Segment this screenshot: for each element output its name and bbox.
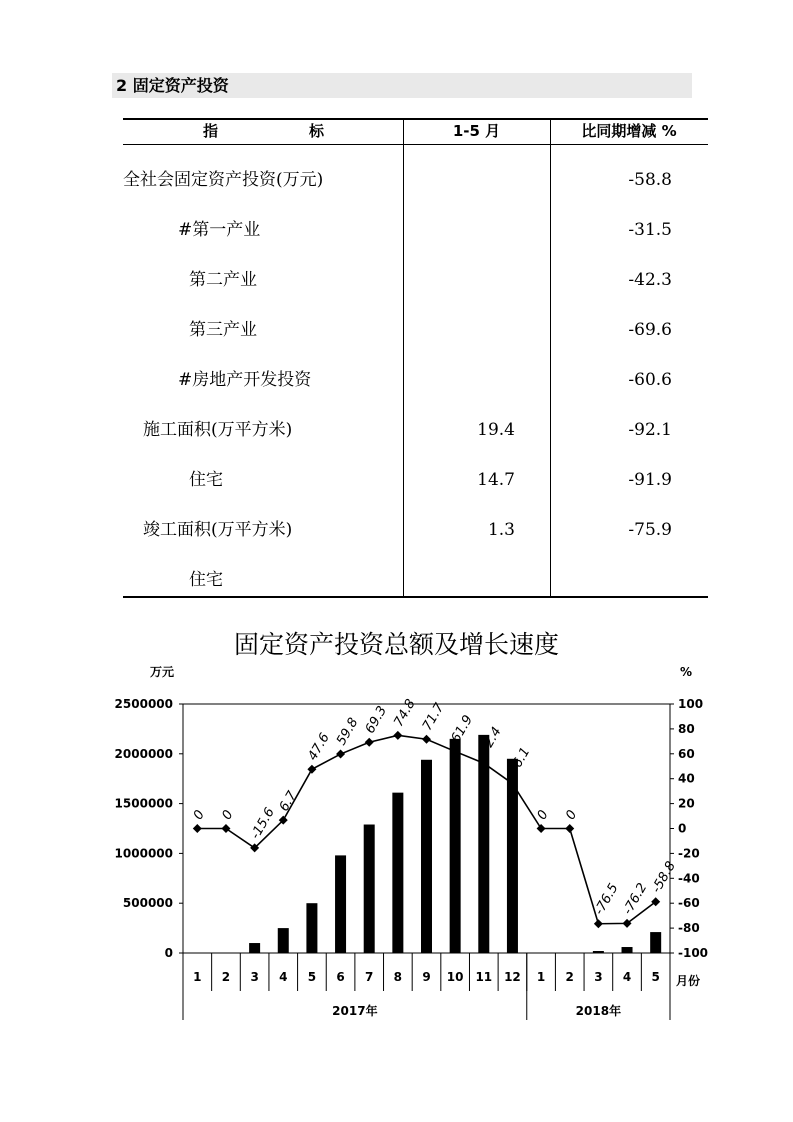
- y-tick-label: 500000: [122, 896, 173, 911]
- bar: [650, 932, 661, 953]
- x-tick-label: 11: [475, 970, 493, 984]
- row-label: 第三产业: [189, 320, 257, 340]
- y2-tick-label: -100: [678, 946, 709, 960]
- chart-title: 固定资产投资总额及增长速度: [233, 630, 559, 659]
- row-label: 全社会固定资产投资(万元): [123, 170, 324, 190]
- row-label: 第二产业: [189, 270, 257, 290]
- y2-tick-label: 0: [678, 821, 687, 836]
- data-label: 61.9: [448, 712, 477, 746]
- x-tick-label: 4: [279, 970, 288, 984]
- data-label: 0: [563, 807, 581, 823]
- x-tick-label: 5: [307, 970, 317, 984]
- row-growth: -60.6: [628, 370, 672, 390]
- x-tick-label: 8: [393, 970, 403, 984]
- x-unit-label: 月份: [676, 974, 701, 988]
- data-label: 36.1: [505, 744, 534, 778]
- bar: [622, 947, 633, 953]
- bar: [392, 793, 403, 953]
- x-tick-label: 2: [565, 970, 574, 984]
- header-period: 1-5 月: [452, 122, 501, 140]
- y2-tick-label: 60: [678, 746, 695, 761]
- y-tick-label: 2500000: [114, 697, 173, 711]
- row-growth: -92.1: [628, 420, 672, 440]
- data-label: -76.2: [620, 880, 651, 918]
- row-label: 竣工面积(万平方米): [143, 520, 293, 540]
- growth-point: [422, 735, 431, 744]
- growth-point: [336, 750, 345, 759]
- growth-point: [537, 824, 546, 833]
- row-growth: -75.9: [628, 520, 672, 540]
- header-indicator-b: 标: [309, 122, 325, 140]
- y-tick-label: 2000000: [114, 746, 173, 761]
- y2-tick-label: 100: [678, 697, 704, 711]
- year-group-label: 2017年: [332, 1004, 378, 1018]
- growth-point: [307, 765, 316, 774]
- growth-point: [393, 731, 402, 740]
- row-label: 住宅: [189, 570, 223, 590]
- header-growth: 比同期增减 %: [581, 122, 677, 140]
- y2-tick-label: 20: [678, 796, 695, 811]
- growth-point: [565, 824, 574, 833]
- y2-tick-label: 80: [678, 721, 695, 736]
- row-label: #房地产开发投资: [178, 370, 312, 390]
- bar: [278, 928, 289, 953]
- row-growth: -58.8: [628, 170, 672, 190]
- bar: [364, 825, 375, 953]
- data-label: 52.4: [477, 724, 505, 758]
- data-label: 59.8: [334, 715, 362, 749]
- y2-tick-label: -80: [678, 921, 700, 936]
- x-tick-label: 4: [622, 970, 632, 984]
- bar: [421, 760, 432, 953]
- x-tick-label: 1: [536, 970, 546, 984]
- data-label: 6.7: [276, 788, 301, 815]
- x-tick-label: 6: [336, 970, 345, 984]
- data-label: 0: [190, 807, 208, 823]
- x-tick-label: 12: [504, 970, 521, 984]
- y2-tick-label: -60: [678, 896, 700, 911]
- header-indicator-a: 指: [203, 122, 219, 140]
- growth-point: [365, 738, 374, 747]
- data-label: 74.8: [391, 696, 419, 730]
- bar: [306, 903, 317, 953]
- row-growth: -31.5: [628, 220, 672, 240]
- growth-point: [221, 824, 230, 833]
- growth-point: [594, 919, 603, 928]
- x-tick-label: 10: [446, 970, 464, 984]
- bar: [335, 855, 346, 953]
- x-tick-label: 9: [422, 970, 431, 984]
- data-label: -58.8: [649, 859, 679, 896]
- data-label: 0: [534, 807, 552, 823]
- bar: [593, 951, 604, 953]
- data-label: 0: [219, 807, 237, 823]
- y-tick-label: 1500000: [114, 796, 173, 811]
- data-label: -15.6: [248, 805, 278, 842]
- row-growth: -91.9: [628, 470, 672, 490]
- growth-point: [193, 824, 202, 833]
- data-label: 69.3: [362, 703, 391, 737]
- section-title: 2 固定资产投资: [112, 73, 692, 98]
- row-growth: -69.6: [628, 320, 672, 340]
- x-tick-label: 1: [193, 970, 202, 984]
- x-tick-label: 7: [365, 970, 374, 984]
- data-label: 47.6: [305, 730, 333, 764]
- x-tick-label: 5: [651, 970, 660, 984]
- row-value: 14.7: [477, 470, 515, 490]
- y-axis-label: 万元: [150, 665, 175, 679]
- y2-axis-label: %: [680, 665, 693, 679]
- row-value: 19.4: [477, 420, 515, 440]
- bar: [249, 943, 260, 953]
- row-label: #第一产业: [178, 220, 261, 240]
- row-growth: -42.3: [628, 270, 672, 290]
- year-group-label: 2018年: [575, 1004, 622, 1018]
- y2-tick-label: -20: [678, 846, 700, 861]
- x-tick-label: 3: [250, 970, 259, 984]
- y-tick-label: 1000000: [114, 846, 173, 861]
- data-label: 71.7: [419, 700, 448, 734]
- x-tick-label: 3: [594, 970, 603, 984]
- x-tick-label: 2: [221, 970, 231, 984]
- row-label: 施工面积(万平方米): [143, 420, 293, 440]
- data-label: -76.5: [591, 881, 622, 918]
- row-label: 住宅: [189, 470, 223, 490]
- y-tick-label: 0: [164, 946, 173, 960]
- row-value: 1.3: [487, 520, 515, 540]
- bar: [450, 739, 461, 953]
- y2-tick-label: 40: [678, 771, 695, 786]
- y2-tick-label: -40: [678, 871, 700, 886]
